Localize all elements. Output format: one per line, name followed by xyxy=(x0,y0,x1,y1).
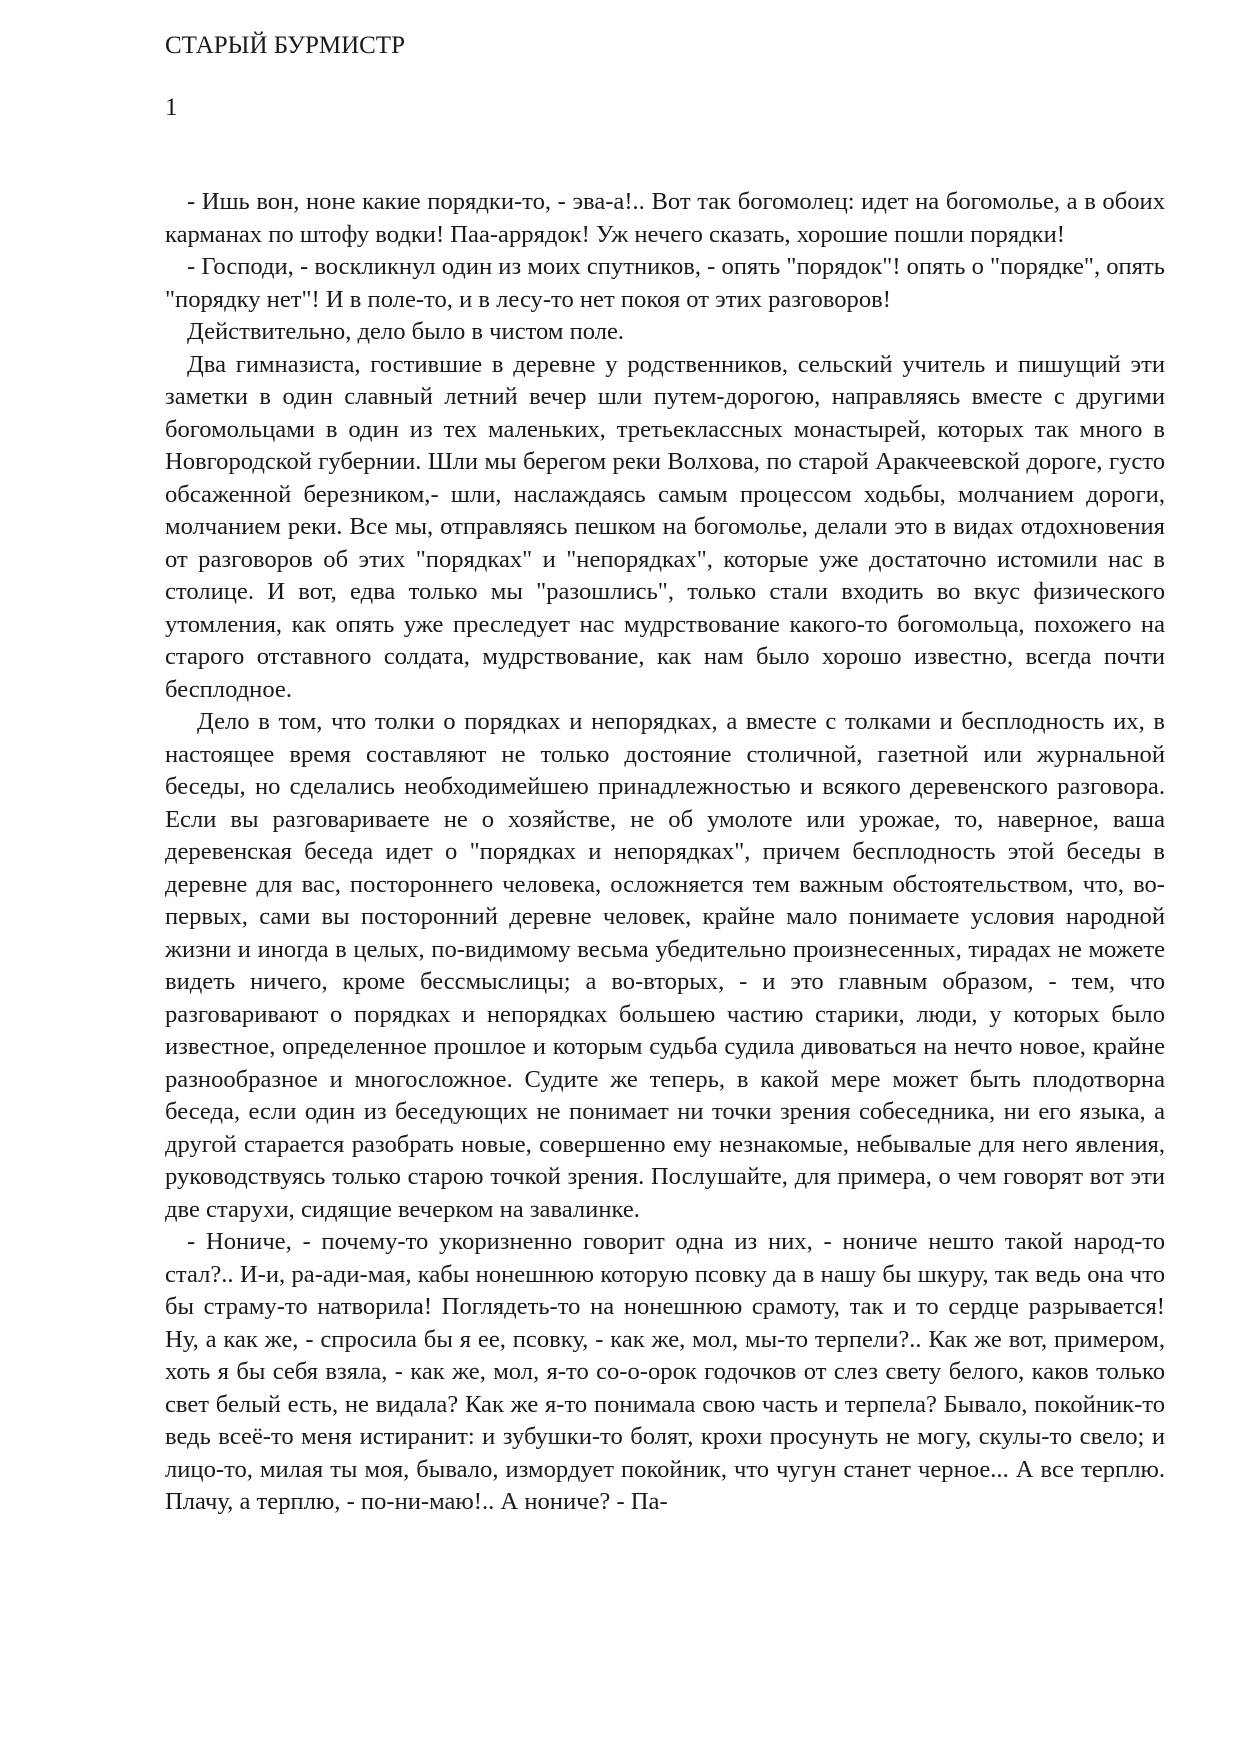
paragraph: Действительно, дело было в чистом поле. xyxy=(187,318,625,345)
document-title: СТАРЫЙ БУРМИСТР xyxy=(165,32,405,59)
paragraph: - Господи, - воскликнул один из моих спутников, - опять "порядок"! опять о "порядке", опять "порядку нет"! И в поле-то, и в лесу-то нет покоя от этих разговоров! xyxy=(165,253,1165,313)
paragraph: Два гимназиста, гостившие в деревне у родственников, сельский учитель и пишущий эти заметки в один славный летний вечер шли путем-дорогою, направляясь вместе с другими богомольцами в один из тех маленьких, третьеклассных монастырей, которых так много в Новгородской губернии. Шли мы берегом реки Волхова, по старой Аракчеевской дороге, густо обсаженной березником,- шли, наслаждаясь самым процессом ходьбы, молчанием дороги, молчанием реки. Все мы, отправляясь пешком на богомолье, делали это в видах отдохновения от разговоров об этих "порядках" и "непорядках", которые уже достаточно истомили нас в столице. И вот, едва только мы "разошлись", только стали входить во вкус физического утомления, как опять уже преследует нас мудрствование какого-то богомольца, похожего на старого отставного солдата, мудрствование, как нам было хорошо известно, всегда почти бесплодное. xyxy=(165,350,1165,703)
chapter-number: 1 xyxy=(165,94,178,121)
document-body xyxy=(165,186,1165,1519)
paragraph: Дело в том, что толки о порядках и непорядках, а вместе с толками и бесплодность их, в настоящее время составляют не только достояние столичной, газетной или журнальной беседы, но сделались необходимейшею принадлежностью и всякого деревенского разговора. Если вы разговариваете не о хозяйстве, не об умолоте или урожае, то, наверное, ваша деревенская беседа идет о "порядках и непорядках", причем бесплодность этой беседы в деревне для вас, постороннего человека, осложняется тем важным обстоятельством, что, во-первых, сами вы посторонний деревне человек, крайне мало понимаете условия народной жизни и иногда в целых, по-видимому весьма убедительно произнесенных, тирадах не можете видеть ничего, кроме бессмыслицы; а во-вторых, - и это главным образом, - тем, что разговаривают о порядках и непорядках большею частию старики, люди, у которых было известное, определенное прошлое и которым судьба судила дивоваться на нечто новое, крайне разнообразное и многосложное. Судите же теперь, в какой мере может быть плодотворна беседа, если один из беседующих не понимает ни точки зрения собеседника, ни его языка, а другой старается разобрать новые, совершенно ему незнакомые, небывалые для него явления, руководствуясь только старою точкой зрения. Послушайте, для примера, о чем говорят вот эти две старухи, сидящие вечерком на завалинке. xyxy=(165,708,1165,1223)
paragraph: - Ишь вон, ноне какие порядки-то, - эва-а!.. Вот так богомолец: идет на богомолье, а в обоих карманах по штофу водки! Паа-аррядок! Уж нечего сказать, хорошие пошли порядки! xyxy=(165,188,1165,248)
paragraph: - Нониче, - почему-то укоризненно говорит одна из них, - ноничe нешто такой народ-то стал?.. И-и, ра-ади-мая, кабы нонешнюю которую псовку да в нашу бы шкуру, так ведь она что бы страму-то натворила! Поглядеть-то на нонешнюю срамоту, так и то сердце разрывается! Ну, а как же, - спросила бы я ее, псовку, - как же, мол, мы-то терпели?.. Как же вот, примером, хоть я бы себя взяла, - как же, мол, я-то со-о-орок годочков от слез свету белого, каков только свет белый есть, не видала? Как же я-то понимала свою часть и терпела? Бывало, покойник-то ведь всеё-то меня истиранит: и зубушки-то болят, крохи просунуть не могу, скулы-то свело; и лицо-то, милая ты моя, бывало, измордует покойник, что чугун станет черное... А все терплю. Плачу, а терплю, - по-ни-маю!.. А ноничe? - Па- xyxy=(165,1228,1165,1515)
